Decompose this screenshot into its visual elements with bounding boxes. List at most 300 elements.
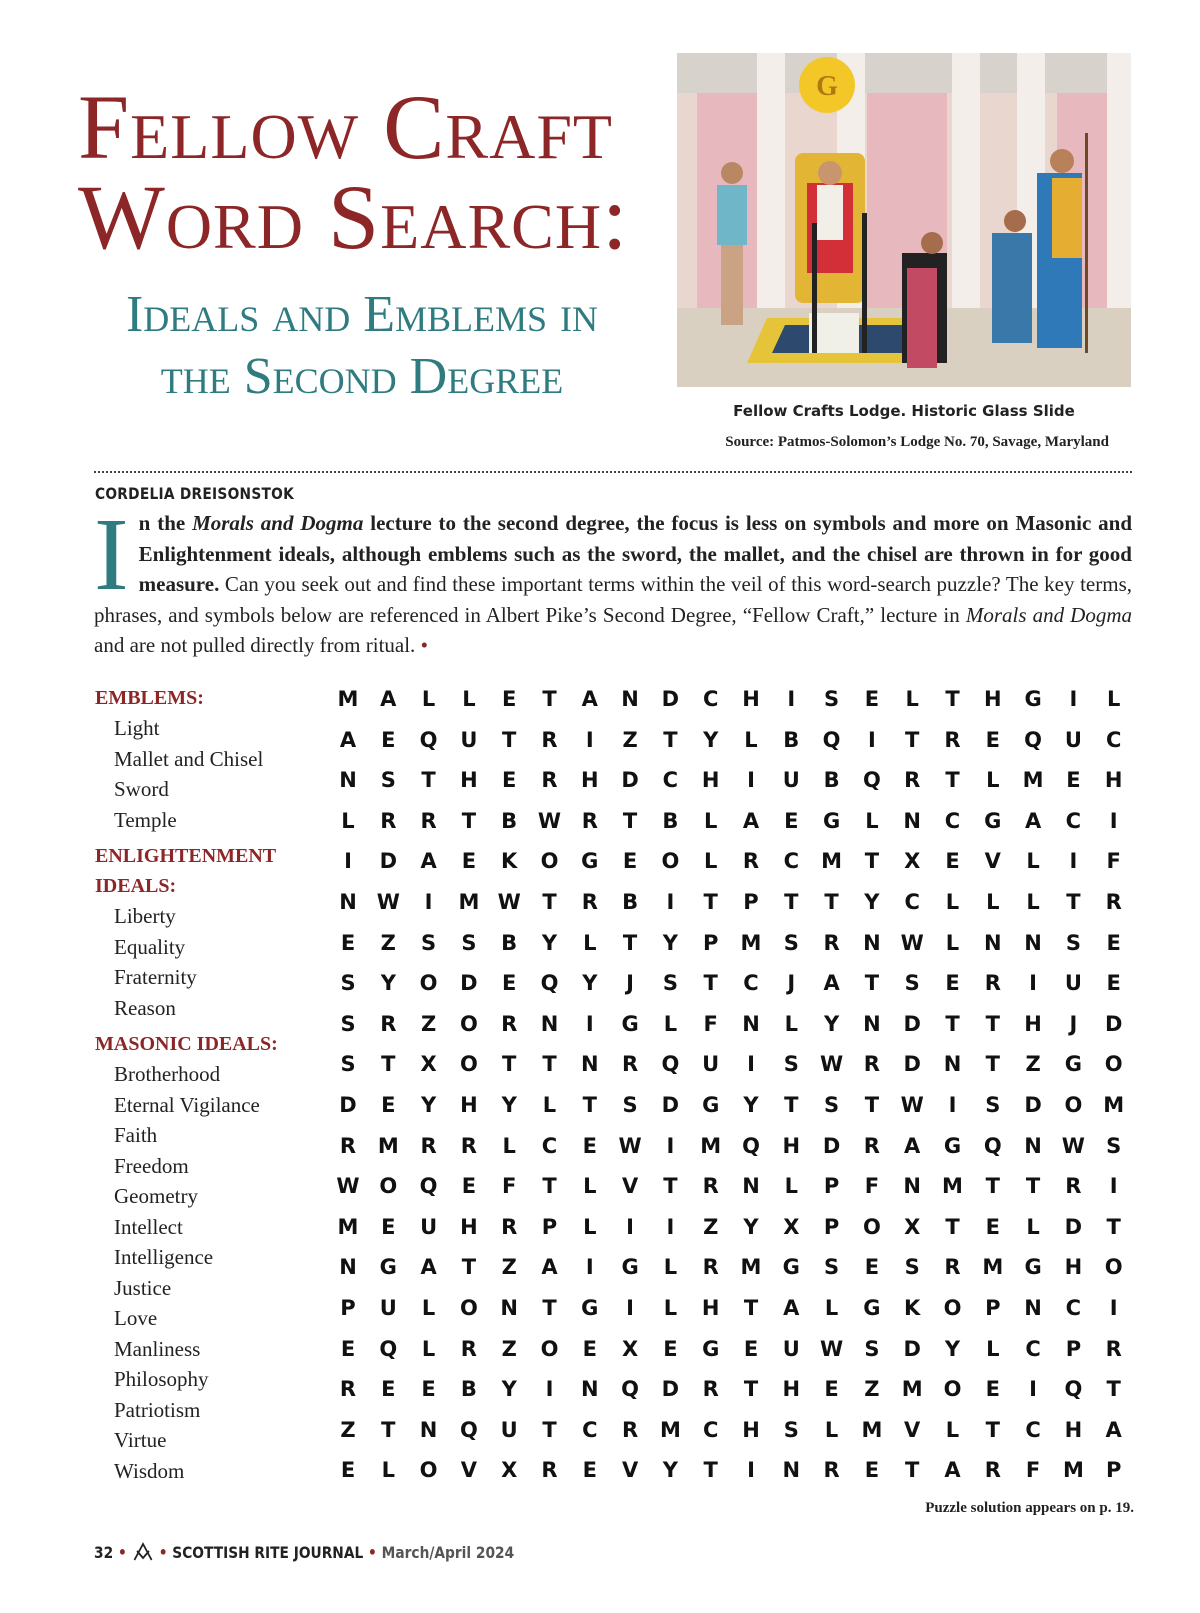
grid-letter[interactable]: C: [582, 1417, 598, 1442]
grid-letter[interactable]: O: [379, 1174, 398, 1199]
grid-letter[interactable]: I: [747, 1052, 755, 1077]
grid-letter[interactable]: E: [945, 849, 960, 874]
grid-letter[interactable]: A: [380, 687, 397, 711]
grid-letter[interactable]: H: [1024, 1011, 1042, 1036]
grid-letter[interactable]: V: [621, 1458, 639, 1483]
grid-letter[interactable]: T: [743, 1377, 759, 1402]
grid-letter[interactable]: L: [945, 889, 960, 914]
grid-letter[interactable]: G: [702, 1336, 720, 1361]
grid-letter[interactable]: X: [420, 1052, 437, 1077]
grid-letter[interactable]: R: [984, 1458, 1001, 1483]
grid-letter[interactable]: R: [622, 1052, 639, 1077]
grid-letter[interactable]: E: [381, 1377, 396, 1402]
grid-letter[interactable]: E: [582, 1133, 597, 1158]
grid-letter[interactable]: Y: [703, 727, 719, 752]
grid-letter[interactable]: N: [742, 1011, 760, 1036]
grid-letter[interactable]: Y: [743, 1092, 759, 1117]
grid-letter[interactable]: T: [1106, 1377, 1121, 1402]
grid-letter[interactable]: T: [1066, 889, 1081, 914]
grid-letter[interactable]: T: [703, 889, 718, 914]
grid-letter[interactable]: T: [985, 1052, 1000, 1077]
grid-letter[interactable]: S: [904, 971, 920, 996]
grid-letter[interactable]: S: [824, 1255, 840, 1280]
grid-letter[interactable]: Q: [661, 1052, 680, 1077]
grid-letter[interactable]: D: [1064, 1214, 1083, 1239]
grid-letter[interactable]: F: [864, 1174, 880, 1199]
grid-letter[interactable]: C: [743, 971, 759, 996]
grid-letter[interactable]: L: [703, 849, 718, 874]
grid-letter[interactable]: Z: [340, 1417, 356, 1442]
grid-letter[interactable]: Q: [419, 1174, 438, 1199]
grid-letter[interactable]: I: [585, 1011, 594, 1036]
grid-letter[interactable]: I: [1109, 1295, 1118, 1320]
grid-letter[interactable]: N: [943, 1052, 962, 1077]
grid-letter[interactable]: N: [1024, 1295, 1042, 1320]
grid-letter[interactable]: A: [420, 849, 437, 874]
grid-letter[interactable]: U: [782, 1336, 800, 1361]
grid-letter[interactable]: C: [944, 808, 961, 833]
grid-letter[interactable]: A: [1105, 1417, 1122, 1442]
grid-letter[interactable]: R: [823, 930, 840, 955]
grid-letter[interactable]: L: [663, 1011, 678, 1036]
grid-letter[interactable]: T: [945, 768, 960, 793]
grid-letter[interactable]: I: [948, 1092, 957, 1117]
grid-letter[interactable]: M: [861, 1417, 883, 1442]
grid-letter[interactable]: E: [381, 727, 396, 752]
grid-letter[interactable]: R: [742, 849, 760, 874]
grid-letter[interactable]: I: [666, 1133, 675, 1158]
grid-letter[interactable]: O: [419, 1458, 438, 1483]
grid-letter[interactable]: O: [943, 1295, 962, 1320]
grid-letter[interactable]: W: [900, 1092, 924, 1117]
grid-letter[interactable]: P: [823, 1214, 840, 1239]
grid-letter[interactable]: P: [702, 930, 719, 955]
grid-letter[interactable]: H: [701, 768, 720, 793]
grid-letter[interactable]: L: [663, 1295, 678, 1320]
grid-letter[interactable]: H: [782, 1133, 801, 1158]
grid-letter[interactable]: S: [380, 768, 396, 793]
grid-letter[interactable]: I: [626, 1295, 634, 1320]
grid-letter[interactable]: E: [340, 1458, 356, 1483]
grid-letter[interactable]: G: [1024, 687, 1042, 711]
grid-letter[interactable]: F: [1106, 849, 1121, 874]
grid-letter[interactable]: R: [541, 768, 558, 793]
grid-letter[interactable]: T: [864, 971, 880, 996]
grid-letter[interactable]: O: [862, 1214, 881, 1239]
grid-letter[interactable]: T: [905, 1458, 920, 1483]
grid-letter[interactable]: R: [460, 1133, 477, 1158]
grid-letter[interactable]: N: [1024, 930, 1042, 955]
grid-letter[interactable]: N: [1024, 1133, 1042, 1158]
grid-letter[interactable]: T: [542, 687, 557, 711]
grid-letter[interactable]: E: [864, 1458, 880, 1483]
grid-letter[interactable]: X: [621, 1336, 639, 1361]
grid-letter[interactable]: N: [339, 889, 357, 914]
grid-letter[interactable]: T: [542, 1295, 557, 1320]
grid-letter[interactable]: C: [702, 1417, 719, 1442]
grid-letter[interactable]: C: [783, 849, 799, 874]
grid-letter[interactable]: T: [622, 808, 638, 833]
grid-letter[interactable]: L: [784, 1011, 798, 1036]
grid-letter[interactable]: E: [784, 808, 799, 833]
grid-letter[interactable]: C: [1105, 727, 1122, 752]
grid-letter[interactable]: G: [863, 1295, 881, 1320]
grid-letter[interactable]: C: [662, 768, 679, 793]
grid-letter[interactable]: G: [581, 849, 599, 874]
grid-letter[interactable]: C: [702, 687, 719, 711]
grid-letter[interactable]: U: [420, 1214, 438, 1239]
grid-letter[interactable]: O: [540, 849, 559, 874]
grid-letter[interactable]: Q: [419, 727, 438, 752]
grid-letter[interactable]: B: [823, 768, 840, 793]
grid-letter[interactable]: Z: [501, 1255, 517, 1280]
grid-letter[interactable]: T: [945, 1011, 960, 1036]
grid-letter[interactable]: T: [703, 1458, 718, 1483]
grid-letter[interactable]: I: [1069, 687, 1078, 711]
grid-letter[interactable]: L: [784, 1174, 798, 1199]
grid-letter[interactable]: W: [618, 1133, 642, 1158]
grid-letter[interactable]: U: [702, 1052, 720, 1077]
grid-letter[interactable]: L: [945, 1417, 960, 1442]
grid-letter[interactable]: S: [783, 1417, 799, 1442]
grid-letter[interactable]: B: [662, 808, 679, 833]
grid-letter[interactable]: R: [944, 1255, 961, 1280]
grid-letter[interactable]: Q: [1064, 1377, 1083, 1402]
grid-letter[interactable]: U: [379, 1295, 397, 1320]
grid-letter[interactable]: Q: [540, 971, 559, 996]
grid-letter[interactable]: H: [742, 687, 760, 711]
grid-letter[interactable]: P: [340, 1295, 356, 1320]
grid-letter[interactable]: T: [703, 971, 718, 996]
grid-letter[interactable]: R: [702, 1255, 719, 1280]
grid-letter[interactable]: R: [460, 1336, 477, 1361]
grid-letter[interactable]: M: [821, 849, 843, 874]
grid-letter[interactable]: I: [1069, 849, 1078, 874]
grid-letter[interactable]: T: [945, 1214, 960, 1239]
grid-letter[interactable]: E: [381, 1092, 396, 1117]
grid-letter[interactable]: E: [421, 1377, 436, 1402]
grid-letter[interactable]: W: [1061, 1133, 1085, 1158]
grid-letter[interactable]: L: [703, 808, 718, 833]
grid-letter[interactable]: Y: [743, 1214, 759, 1239]
grid-letter[interactable]: P: [1105, 1458, 1122, 1483]
grid-letter[interactable]: I: [666, 1214, 675, 1239]
grid-letter[interactable]: R: [863, 1133, 880, 1158]
grid-letter[interactable]: T: [461, 1255, 477, 1280]
grid-letter[interactable]: O: [540, 1336, 559, 1361]
grid-letter[interactable]: C: [1065, 808, 1082, 833]
grid-letter[interactable]: P: [743, 889, 759, 914]
grid-letter[interactable]: T: [824, 889, 839, 914]
grid-letter[interactable]: Z: [420, 1011, 437, 1036]
grid-letter[interactable]: P: [1065, 1336, 1082, 1361]
grid-letter[interactable]: L: [986, 768, 1000, 793]
grid-letter[interactable]: P: [541, 1214, 558, 1239]
grid-letter[interactable]: H: [742, 1417, 760, 1442]
grid-letter[interactable]: C: [1025, 1417, 1041, 1442]
grid-letter[interactable]: G: [621, 1255, 639, 1280]
grid-letter[interactable]: J: [1069, 1011, 1078, 1036]
grid-letter[interactable]: J: [626, 971, 634, 996]
grid-letter[interactable]: Y: [944, 1336, 961, 1361]
grid-letter[interactable]: Y: [501, 1092, 517, 1117]
grid-letter[interactable]: T: [985, 1174, 1000, 1199]
grid-letter[interactable]: R: [339, 1377, 357, 1402]
grid-letter[interactable]: L: [583, 1214, 597, 1239]
grid-letter[interactable]: S: [340, 1011, 356, 1036]
grid-letter[interactable]: T: [622, 930, 638, 955]
grid-letter[interactable]: N: [621, 687, 639, 711]
grid-letter[interactable]: H: [460, 1214, 478, 1239]
grid-letter[interactable]: H: [701, 1295, 720, 1320]
grid-letter[interactable]: A: [783, 1295, 800, 1320]
grid-letter[interactable]: H: [460, 1092, 478, 1117]
grid-letter[interactable]: Q: [379, 1336, 398, 1361]
grid-letter[interactable]: H: [460, 768, 478, 793]
grid-letter[interactable]: O: [1104, 1052, 1123, 1077]
grid-letter[interactable]: S: [1065, 930, 1081, 955]
grid-letter[interactable]: N: [863, 930, 881, 955]
grid-letter[interactable]: L: [381, 1458, 395, 1483]
grid-letter[interactable]: R: [501, 1214, 518, 1239]
grid-letter[interactable]: T: [421, 768, 436, 793]
grid-letter[interactable]: N: [581, 1377, 599, 1402]
grid-letter[interactable]: T: [542, 889, 557, 914]
grid-letter[interactable]: R: [1105, 889, 1122, 914]
grid-letter[interactable]: O: [459, 1295, 478, 1320]
grid-letter[interactable]: M: [982, 1255, 1004, 1280]
grid-letter[interactable]: E: [502, 971, 517, 996]
grid-letter[interactable]: E: [663, 1336, 678, 1361]
grid-letter[interactable]: L: [824, 1295, 839, 1320]
grid-letter[interactable]: Y: [662, 1458, 678, 1483]
grid-letter[interactable]: I: [344, 849, 352, 874]
grid-letter[interactable]: H: [782, 1377, 801, 1402]
grid-letter[interactable]: L: [583, 930, 597, 955]
grid-letter[interactable]: L: [1026, 889, 1040, 914]
grid-letter[interactable]: N: [742, 1174, 760, 1199]
grid-letter[interactable]: A: [823, 971, 840, 996]
grid-letter[interactable]: R: [702, 1174, 719, 1199]
grid-letter[interactable]: Q: [862, 768, 881, 793]
grid-letter[interactable]: M: [377, 1133, 399, 1158]
grid-letter[interactable]: Y: [864, 889, 880, 914]
grid-letter[interactable]: T: [784, 889, 799, 914]
grid-letter[interactable]: E: [1066, 768, 1081, 793]
grid-letter[interactable]: A: [339, 727, 357, 752]
grid-letter[interactable]: E: [502, 768, 517, 793]
grid-letter[interactable]: U: [1064, 727, 1082, 752]
grid-letter[interactable]: N: [581, 1052, 599, 1077]
grid-letter[interactable]: Q: [1024, 727, 1043, 752]
grid-letter[interactable]: I: [545, 1377, 554, 1402]
grid-letter[interactable]: E: [743, 1336, 759, 1361]
grid-letter[interactable]: A: [420, 1255, 437, 1280]
grid-letter[interactable]: N: [500, 1295, 518, 1320]
grid-letter[interactable]: E: [864, 1255, 880, 1280]
grid-letter[interactable]: L: [824, 1417, 839, 1442]
grid-letter[interactable]: E: [1106, 930, 1121, 955]
grid-letter[interactable]: M: [1062, 1458, 1084, 1483]
grid-letter[interactable]: P: [823, 1174, 840, 1199]
grid-letter[interactable]: L: [663, 1255, 678, 1280]
grid-letter[interactable]: I: [1029, 1377, 1037, 1402]
grid-letter[interactable]: W: [376, 889, 400, 914]
grid-letter[interactable]: L: [421, 1336, 436, 1361]
grid-letter[interactable]: H: [581, 768, 599, 793]
grid-letter[interactable]: I: [747, 1458, 755, 1483]
grid-letter[interactable]: G: [702, 1092, 720, 1117]
grid-letter[interactable]: T: [663, 727, 678, 752]
grid-letter[interactable]: B: [783, 727, 800, 752]
grid-letter[interactable]: W: [820, 1052, 844, 1077]
grid-letter[interactable]: R: [622, 1417, 639, 1442]
grid-letter[interactable]: T: [502, 1052, 517, 1077]
grid-letter[interactable]: U: [782, 768, 800, 793]
grid-letter[interactable]: M: [901, 1377, 923, 1402]
grid-letter[interactable]: O: [661, 849, 680, 874]
grid-letter[interactable]: Z: [864, 1377, 880, 1402]
grid-letter[interactable]: W: [336, 1174, 360, 1199]
grid-letter[interactable]: N: [903, 1174, 921, 1199]
grid-letter[interactable]: E: [945, 971, 960, 996]
grid-letter[interactable]: I: [867, 727, 876, 752]
grid-letter[interactable]: R: [541, 727, 558, 752]
grid-letter[interactable]: D: [903, 1011, 921, 1036]
grid-letter[interactable]: T: [381, 1417, 396, 1442]
grid-letter[interactable]: Z: [703, 1214, 719, 1239]
grid-letter[interactable]: D: [379, 849, 398, 874]
grid-letter[interactable]: O: [1064, 1092, 1083, 1117]
grid-letter[interactable]: O: [943, 1377, 962, 1402]
grid-letter[interactable]: E: [622, 849, 638, 874]
grid-letter[interactable]: D: [621, 768, 639, 793]
grid-letter[interactable]: K: [501, 849, 518, 874]
grid-letter[interactable]: L: [1026, 1214, 1040, 1239]
grid-letter[interactable]: G: [621, 1011, 639, 1036]
grid-letter[interactable]: U: [1064, 971, 1082, 996]
grid-letter[interactable]: G: [379, 1255, 397, 1280]
grid-letter[interactable]: Z: [1025, 1052, 1041, 1077]
grid-letter[interactable]: L: [542, 1092, 557, 1117]
grid-letter[interactable]: K: [904, 1295, 921, 1320]
grid-letter[interactable]: I: [626, 1214, 634, 1239]
grid-letter[interactable]: X: [904, 849, 921, 874]
grid-letter[interactable]: R: [863, 1052, 880, 1077]
grid-letter[interactable]: Z: [501, 1336, 517, 1361]
grid-letter[interactable]: T: [864, 849, 880, 874]
grid-letter[interactable]: E: [502, 687, 517, 711]
grid-letter[interactable]: H: [984, 687, 1002, 711]
grid-letter[interactable]: O: [459, 1052, 478, 1077]
grid-letter[interactable]: Y: [823, 1011, 840, 1036]
grid-letter[interactable]: D: [339, 1092, 357, 1117]
grid-letter[interactable]: Q: [983, 1133, 1002, 1158]
grid-letter[interactable]: A: [581, 687, 598, 711]
grid-letter[interactable]: C: [1025, 1336, 1041, 1361]
grid-letter[interactable]: X: [904, 1214, 921, 1239]
grid-letter[interactable]: R: [904, 768, 921, 793]
grid-letter[interactable]: S: [461, 930, 477, 955]
grid-letter[interactable]: S: [824, 687, 840, 711]
grid-letter[interactable]: E: [985, 727, 1000, 752]
grid-letter[interactable]: R: [581, 889, 598, 914]
grid-letter[interactable]: U: [500, 1417, 518, 1442]
grid-letter[interactable]: J: [787, 971, 796, 996]
grid-letter[interactable]: E: [985, 1214, 1000, 1239]
grid-letter[interactable]: I: [585, 727, 594, 752]
grid-letter[interactable]: B: [622, 889, 639, 914]
grid-letter[interactable]: E: [985, 1377, 1000, 1402]
grid-letter[interactable]: E: [381, 1214, 396, 1239]
grid-letter[interactable]: G: [1024, 1255, 1042, 1280]
grid-letter[interactable]: A: [541, 1255, 558, 1280]
grid-letter[interactable]: L: [421, 687, 436, 711]
grid-letter[interactable]: S: [340, 1052, 356, 1077]
grid-letter[interactable]: X: [783, 1214, 800, 1239]
grid-letter[interactable]: Y: [662, 930, 678, 955]
grid-letter[interactable]: H: [1064, 1255, 1083, 1280]
grid-letter[interactable]: M: [700, 1133, 722, 1158]
grid-letter[interactable]: E: [824, 1377, 839, 1402]
grid-letter[interactable]: E: [582, 1336, 597, 1361]
grid-letter[interactable]: P: [985, 1295, 1001, 1320]
grid-letter[interactable]: N: [339, 768, 357, 793]
grid-letter[interactable]: N: [863, 1011, 881, 1036]
grid-letter[interactable]: H: [1064, 1417, 1083, 1442]
grid-letter[interactable]: M: [942, 1174, 963, 1199]
grid-letter[interactable]: S: [340, 971, 356, 996]
grid-letter[interactable]: M: [1022, 768, 1044, 793]
grid-letter[interactable]: O: [1104, 1255, 1123, 1280]
grid-letter[interactable]: E: [340, 930, 356, 955]
grid-letter[interactable]: G: [1064, 1052, 1083, 1077]
grid-letter[interactable]: S: [1106, 1133, 1122, 1158]
grid-letter[interactable]: T: [743, 1295, 759, 1320]
grid-letter[interactable]: M: [740, 930, 762, 955]
grid-letter[interactable]: S: [864, 1336, 880, 1361]
grid-letter[interactable]: R: [380, 1011, 397, 1036]
grid-letter[interactable]: L: [945, 930, 960, 955]
grid-letter[interactable]: I: [666, 889, 675, 914]
grid-letter[interactable]: T: [542, 1417, 557, 1442]
grid-letter[interactable]: D: [661, 1092, 680, 1117]
grid-letter[interactable]: L: [744, 727, 758, 752]
grid-letter[interactable]: S: [985, 1092, 1001, 1117]
grid-letter[interactable]: E: [864, 687, 880, 711]
grid-letter[interactable]: L: [583, 1174, 597, 1199]
grid-letter[interactable]: Q: [822, 727, 841, 752]
grid-letter[interactable]: A: [944, 1458, 961, 1483]
grid-letter[interactable]: W: [537, 808, 562, 833]
grid-letter[interactable]: X: [501, 1458, 518, 1483]
grid-letter[interactable]: L: [865, 808, 879, 833]
grid-letter[interactable]: Z: [380, 930, 396, 955]
grid-letter[interactable]: T: [542, 1052, 557, 1077]
grid-letter[interactable]: I: [787, 687, 796, 711]
grid-letter[interactable]: T: [985, 1011, 1000, 1036]
grid-letter[interactable]: Z: [622, 727, 638, 752]
grid-letter[interactable]: R: [1065, 1174, 1082, 1199]
grid-letter[interactable]: T: [1025, 1174, 1041, 1199]
grid-letter[interactable]: Y: [420, 1092, 437, 1117]
grid-letter[interactable]: U: [460, 727, 478, 752]
grid-letter[interactable]: L: [1026, 849, 1040, 874]
grid-letter[interactable]: D: [1104, 1011, 1123, 1036]
grid-letter[interactable]: H: [1104, 768, 1123, 793]
grid-letter[interactable]: N: [782, 1458, 801, 1483]
grid-letter[interactable]: G: [581, 1295, 599, 1320]
